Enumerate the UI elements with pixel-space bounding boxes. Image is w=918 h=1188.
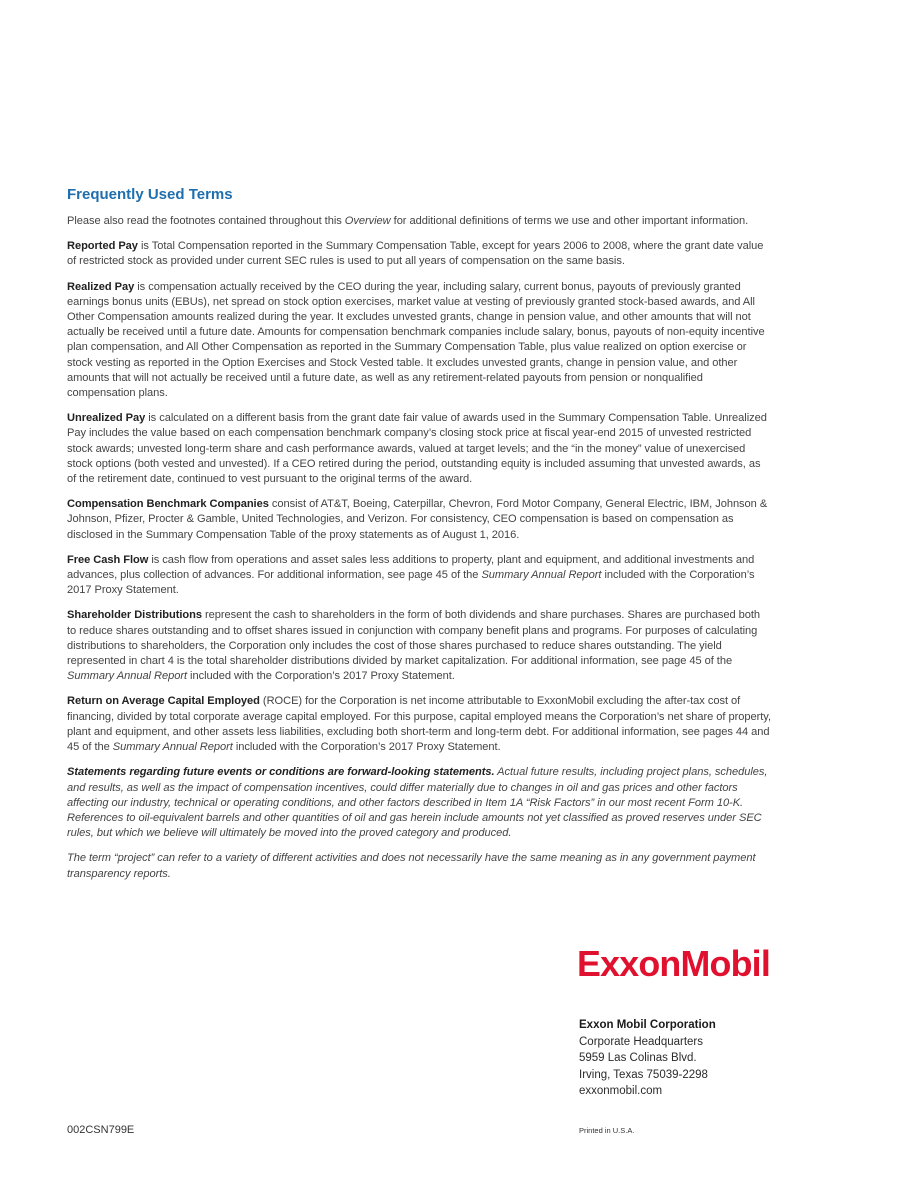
term-reported-pay: Reported Pay — [67, 240, 138, 253]
benchmark-companies-definition: Compensation Benchmark Companies consist of AT&T, Boeing, Caterpillar, Chevron, Ford Motor Company, General Electric, IBM, Johnson & Johnson, Pfizer, Procter & Gamble, United Technologies, and Verizon. For consistency, CEO compensation is based on compensation as disclosed in the Summary Compensation Table of the proxy statements as of August 1, 2016. — [67, 498, 768, 541]
address-line: Corporate Headquarters — [579, 1035, 704, 1048]
free-cash-flow-definition: Free Cash Flow is cash flow from operations and asset sales less additions to property, plant and equipment, and additional investments and advances, plus collection of advances. For additional information, see page 45 of the Summary Annual Report included with the Corporation’s 2017 Proxy Statement. — [67, 553, 755, 597]
address-line: 5959 Las Colinas Blvd. — [579, 1052, 697, 1064]
forward-looking-statement: Statements regarding future events or conditions are forward-looking statements. Actual future results, including project plans, schedules, and results, as well as the impact of compensation incentives, could differ materially due to changes in oil and gas prices and other factors affecting our industry, technical or operating conditions, and other factors described in Item 1A “Risk Factors” in our most recent Form 10-K. References to oil-equivalent barrels and other quantities of oil and gas herein include amounts not yet classified as proved reserves under SEC rules, but which we believe will ultimately be moved into the proved category and produced. — [67, 766, 768, 840]
document-code: 002CSN799E — [67, 1124, 135, 1136]
shareholder-distributions-definition: Shareholder Distributions represent the cash to shareholders in the form of both dividends and share purchases. Shares are purchased both to reduce shares outstanding and to offset shares issued in conjunction with company benefit plans and programs. For purposes of calculating distributions to shareholders, the Corporation only includes the cost of those shares purchased to reduce shares outstanding. The yield represented in chart 4 is the total shareholder distributions divided by market capitalization. For additional information, see page 45 of the Summary Annual Report included with the Corporation’s 2017 Proxy Statement. — [67, 609, 761, 683]
realized-pay-definition: Realized Pay is compensation actually received by the CEO during the year, including salary, current bonus, payouts of previously granted earnings bonus units (EBUs), net spread on stock option exercises, market value at vesting of previously granted stock-based awards, and All Other Compensation amounts realized during the year. It excludes unvested grants, change in pension value, and other amounts that will not actually be received until a future date. Amounts for compensation benchmark companies include salary, bonus, payouts of non-equity incentive plan compensation, and All Other Compensation as reported in the Summary Compensation Table, plus value realized on option exercise or stock vesting as reported in the Option Exercises and Stock Vested table. It excludes unvested grants, change in pension value, and other amounts that will not actually be received until a future date, as well as any retirement-related payouts from pension or nonqualified compensation plans. — [67, 280, 765, 400]
terms-section — [67, 186, 772, 892]
exxonmobil-logo — [577, 944, 772, 984]
logo-wordmark: ExxonMobil — [577, 944, 770, 984]
project-term-note: The term “project” can refer to a variety of different activities and does not necessarily have the same meaning as in any government payment transparency reports. — [67, 852, 756, 880]
term-unrealized-pay: Unrealized Pay — [67, 412, 146, 425]
term-shareholder-distributions: Shareholder Distributions — [67, 609, 202, 622]
unrealized-pay-definition: Unrealized Pay is calculated on a different basis from the grant date fair value of awards used in the Summary Compensation Table. Unrealized Pay includes the value based on each compensation benchmark company’s closing stock price at fiscal year-end 2015 of unvested restricted stock awards; unvested long-term share and cash performance awards, valued at target levels; and the “in the money” value of unexercised stock options (both vested and unvested). If a CEO retired during the period, outstanding equity is included assuming that unvested awards, as of the retirement date, continued to vest pursuant to the original terms of the award. — [67, 412, 767, 486]
printed-in-note: Printed in U.S.A. — [579, 1126, 635, 1135]
term-roce: Return on Average Capital Employed — [67, 695, 260, 708]
intro-paragraph: Please also read the footnotes contained throughout this Overview for additional definitions of terms we use and other important information. — [67, 215, 749, 227]
corporate-address — [579, 1017, 779, 1100]
term-free-cash-flow: Free Cash Flow — [67, 553, 149, 566]
website: exxonmobil.com — [579, 1085, 663, 1097]
address-line: Irving, Texas 75039-2298 — [579, 1068, 708, 1081]
company-name: Exxon Mobil Corporation — [579, 1019, 716, 1031]
page-title: Frequently Used Terms — [67, 186, 233, 203]
roce-definition: Return on Average Capital Employed (ROCE) for the Corporation is net income attributable to ExxonMobil excluding the after-tax cost of financing, divided by total corporate average capital employed. For this purpose, capital employed means the Corporation’s net share of property, plant and equipment, and other assets less liabilities, excluding both short-term and long-term debt. For additional information, see pages 44 and 45 of the Summary Annual Report included with the Corporation’s 2017 Proxy Statement. — [67, 695, 771, 754]
reported-pay-definition: Reported Pay is Total Compensation reported in the Summary Compensation Table, except for years 2006 to 2008, where the grant date value of restricted stock as provided under current SEC rules is used to put all years of compensation on the same basis. — [67, 240, 764, 268]
term-benchmark-companies: Compensation Benchmark Companies — [67, 498, 269, 511]
term-realized-pay: Realized Pay — [67, 280, 135, 293]
